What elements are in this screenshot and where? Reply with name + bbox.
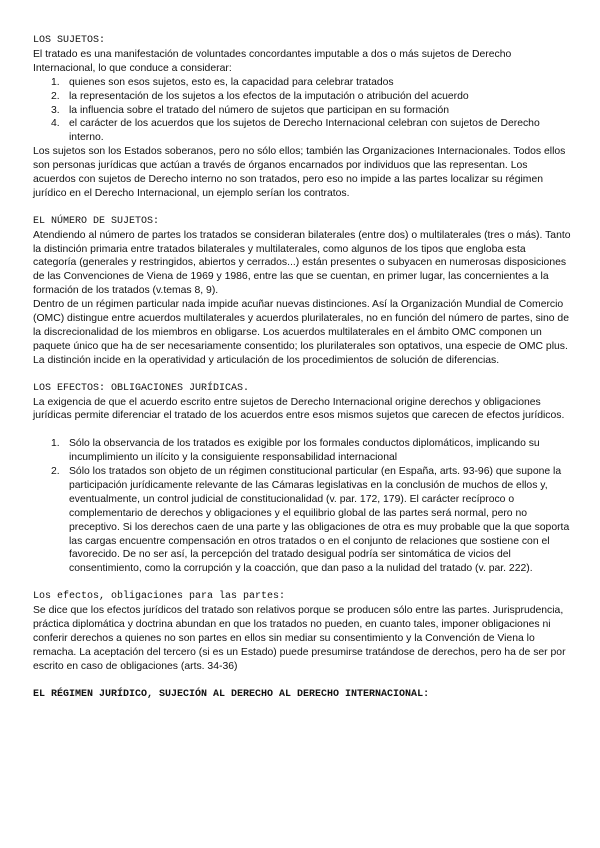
list-item-continuation: complementario de derechos y obligaciones y el equilibrio global de las partes será normal, pero no preceptivo. Si los derechos caen de una parte y las obligaciones de otra es muy probable que la que soporta las cargas encuentre compensación en otros tratados o en el conjunto de relaciones que sostiene con el favorecido. De no ser así, la percepción del tratado desigual podría ser sintomática de vicios del consentimiento, como la corrupción y la coacción, que dan paso a la nulidad del tratado (v. par. 222). (69, 507, 570, 575)
spacer (33, 576, 571, 590)
section-heading-efectos: LOS EFECTOS: OBLIGACIONES JURÍDICAS. (33, 382, 250, 394)
list-item-text: la influencia sobre el tratado del número de sujetos que participan en su formación (69, 104, 450, 116)
list-number: 2. (51, 466, 60, 478)
list-item-text: Sólo la observancia de los tratados es exigible por los formales conductos diplomáticos, implicando su incumplimiento un ilícito y la consiguiente responsabilidad internacional (69, 438, 540, 464)
paragraph: Dentro de un régimen particular nada impide acuñar nuevas distinciones. Así la Organización Mundial de Comercio (OMC) distingue entre acuerdos multilaterales y acuerdos plurilaterales, no en función del número de partes, sino de la discrecionalidad de los miembros en obligarse. Los acuerdos multilaterales en el ámbito OMC componen un paquete único que ha de ser necesariamente consentido; los plurilaterales son optativos, una especie de OMC plus. La distinción incide en la operatividad y articulación de los procedimientos de solución de diferencias. (33, 299, 569, 366)
section-heading-sujetos: LOS SUJETOS: (33, 35, 106, 46)
spacer (33, 368, 571, 382)
list-item (33, 437, 571, 465)
list-item (33, 76, 571, 90)
list-item (33, 465, 571, 576)
list-item (33, 104, 571, 118)
section-heading-numero-sujetos: EL NÚMERO DE SUJETOS: (33, 215, 160, 227)
list-number: 1. (51, 438, 60, 450)
list-number: 3. (51, 104, 60, 116)
list-number: 2. (51, 90, 60, 102)
list-item-text: el carácter de los acuerdos que los sujetos de Derecho Internacional celebran con sujetos de Derecho interno. (69, 118, 540, 144)
list-item (33, 90, 571, 104)
paragraph: El tratado es una manifestación de voluntades concordantes imputable a dos o más sujetos de Derecho Internacional, lo que conduce a considerar: (33, 48, 512, 74)
spacer (33, 674, 571, 688)
list-number: 4. (51, 118, 60, 130)
list-item-text: la representación de los sujetos a los efectos de la imputación o atribución del acuerdo (69, 90, 469, 102)
paragraph: Se dice que los efectos jurídicos del tratado son relativos porque se producen sólo entre las partes. Jurisprudencia, práctica diplomática y doctrina abundan en que los tratados no pueden, en cuanto tales, imponer obligaciones ni conferir derechos a quienes no son partes en ellos sin mediar su consentimiento y la Convención de Viena lo remacha. La aceptación del tercero (si es un Estado) puede presumirse tratándose de derechos, pero ha de ser por escrito en caso de obligaciones (arts. 34-36) (33, 605, 566, 672)
list-item-text: Sólo los tratados son objeto de un régimen constitucional particular (en España, arts. 93-96) que supone la participación jurídicamente relevante de las Cámaras legislativas en la conclusión de muchos de ellos y, eventualmente, un control judicial de constitucionalidad (v. par. 172, 179). El carácter recíproco o (69, 466, 562, 505)
document-page (33, 34, 571, 701)
list-item (33, 117, 571, 145)
paragraph: Los sujetos son los Estados soberanos, pero no sólo ellos; también las Organizaciones Internacionales. Todos ellos son personas jurídicas que actúan a través de órganos encarnados por individuos que las representan. Los acuerdos con sujetos de Derecho interno no son tratados, pero eso no impide a las partes localizar su régimen jurídico en el Derecho Internacional, un ejemplo serían los contratos. (33, 146, 566, 199)
section-heading-efectos-partes: Los efectos, obligaciones para las partes: (33, 591, 286, 603)
paragraph: La exigencia de que el acuerdo escrito entre sujetos de Derecho Internacional origine derechos y obligaciones jurídicas permite diferenciar el tratado de los acuerdos entre esos mismos sujetos que carecen de efectos jurídicos. (33, 396, 565, 422)
list-number: 1. (51, 76, 60, 88)
numbered-list (33, 437, 571, 576)
section-heading-regimen-juridico: EL RÉGIMEN JURÍDICO, SUJECIÓN AL DERECHO AL DERECHO INTERNACIONAL: (33, 688, 430, 700)
spacer (33, 423, 571, 437)
spacer (33, 201, 571, 215)
paragraph: Atendiendo al número de partes los tratados se consideran bilaterales (entre dos) o multilaterales (tres o más). Tanto la distinción primaria entre tratados bilaterales y multilaterales, como algunos de los tipos que engloba esta categoría (generales y restringidos, abiertos y cerrados...) están presentes o subyacen en numerosas disposiciones de las Convenciones de Viena de 1969 y 1986, entre las que se cuentan, en primer lugar, las concernientes a la formación de los tratados (v.temas 8, 9). (33, 229, 571, 297)
numbered-list (33, 76, 571, 146)
list-item-text: quienes son esos sujetos, esto es, la capacidad para celebrar tratados (69, 76, 394, 88)
